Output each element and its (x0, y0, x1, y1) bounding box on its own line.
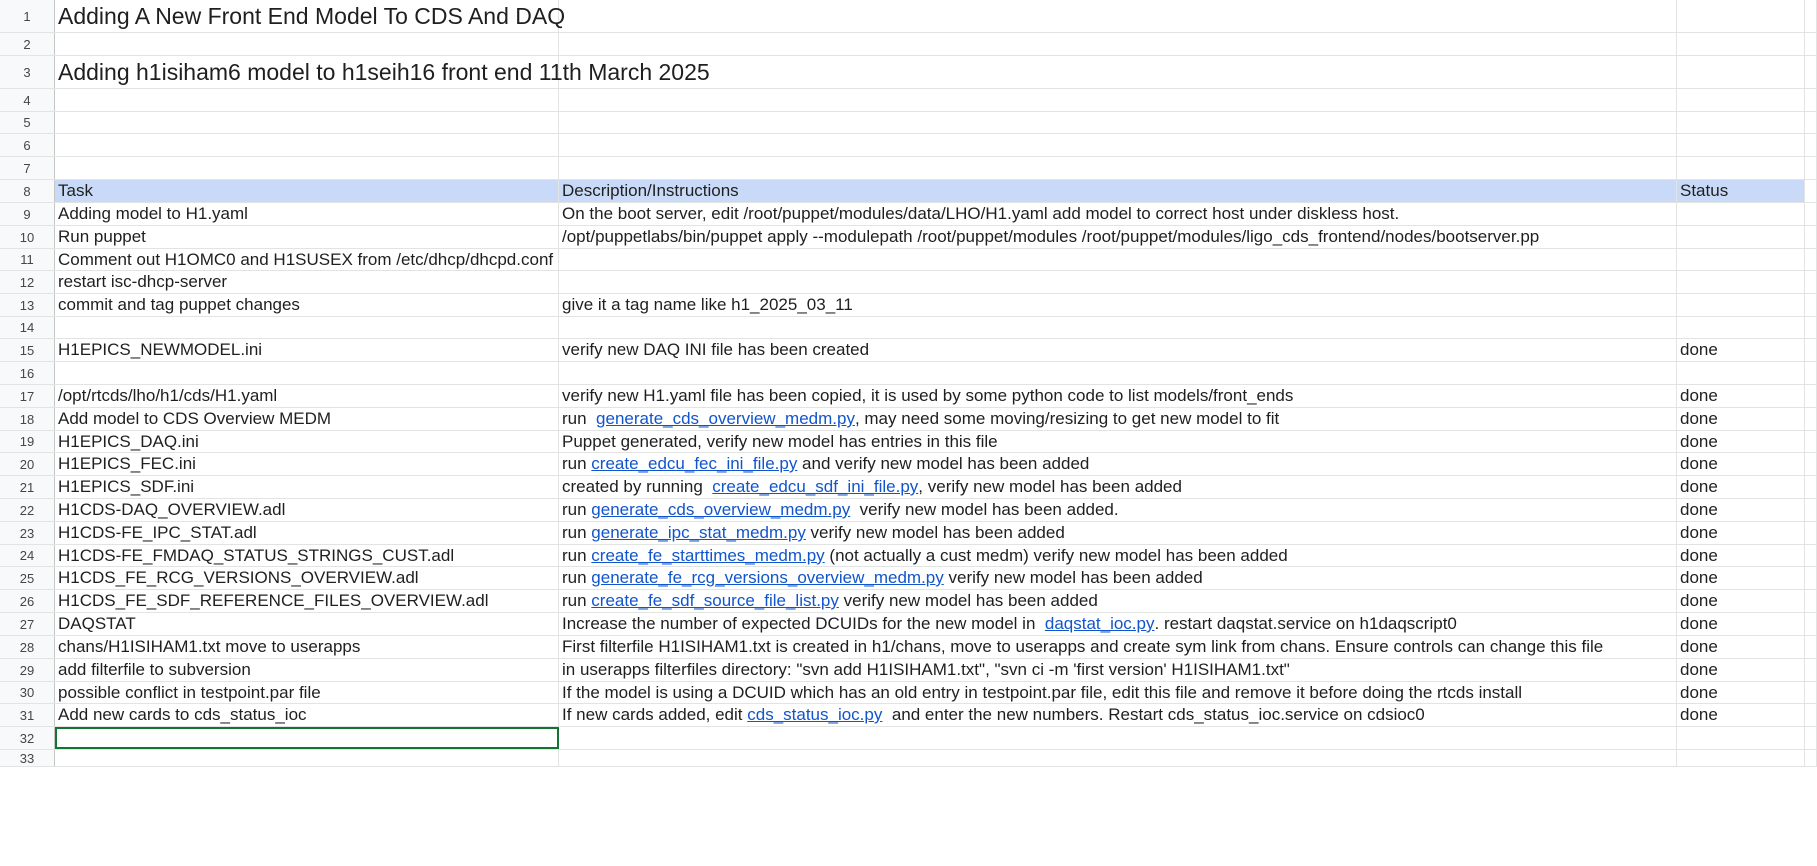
description-text: verify new model has been added (838, 591, 1098, 610)
table-row (0, 704, 1817, 727)
empty-cell[interactable] (1805, 659, 1817, 681)
empty-cell[interactable] (1805, 180, 1817, 202)
description-cell[interactable] (559, 567, 1677, 589)
status-cell[interactable] (1677, 226, 1805, 248)
description-cell[interactable] (559, 317, 1677, 338)
row-header[interactable]: 26 (0, 590, 55, 612)
row-header[interactable]: 33 (0, 750, 55, 766)
empty-cell[interactable] (1805, 567, 1817, 589)
status-cell[interactable]: Status (1677, 180, 1805, 202)
row-header[interactable]: 3 (0, 56, 55, 88)
status-cell[interactable]: done (1677, 339, 1805, 361)
description-cell[interactable] (559, 362, 1677, 384)
description-cell[interactable]: On the boot server, edit /root/puppet/modules/data/LHO/H1.yaml add model to correct host under diskless host. (559, 203, 1677, 225)
row-header[interactable]: 17 (0, 385, 55, 407)
task-cell[interactable]: H1EPICS_DAQ.ini (55, 431, 559, 452)
status-cell[interactable]: done (1677, 476, 1805, 498)
empty-cell[interactable] (1805, 453, 1817, 475)
row-header[interactable]: 12 (0, 271, 55, 293)
script-link[interactable]: generate_ipc_stat_medm.py (591, 523, 806, 542)
script-link[interactable]: daqstat_ioc.py (1044, 614, 1155, 633)
task-cell[interactable]: Add model to CDS Overview MEDM (55, 408, 559, 430)
task-cell[interactable] (55, 362, 559, 384)
empty-cell[interactable] (1805, 499, 1817, 521)
description-cell[interactable] (559, 727, 1677, 749)
table-row (0, 727, 1817, 750)
empty-cell[interactable] (1805, 203, 1817, 225)
row-header[interactable]: 19 (0, 431, 55, 452)
task-cell[interactable] (55, 317, 559, 338)
row-header[interactable]: 4 (0, 89, 55, 111)
status-cell[interactable] (1677, 249, 1805, 270)
description-cell[interactable]: verify new H1.yaml file has been copied, it is used by some python code to list models/front_ends (559, 385, 1677, 407)
description-cell[interactable] (559, 453, 1677, 475)
description-cell[interactable] (559, 408, 1677, 430)
row-header[interactable]: 16 (0, 362, 55, 384)
empty-cell[interactable] (1805, 271, 1817, 293)
row-header[interactable]: 11 (0, 249, 55, 270)
task-cell[interactable]: Add new cards to cds_status_ioc (55, 704, 559, 726)
empty-cell[interactable] (1805, 157, 1817, 179)
status-cell[interactable] (1677, 134, 1805, 156)
row-header[interactable]: 29 (0, 659, 55, 681)
description-cell[interactable]: verify new DAQ INI file has been created (559, 339, 1677, 361)
description-text: run (562, 568, 592, 587)
table-row (0, 431, 1817, 453)
description-cell[interactable] (559, 499, 1677, 521)
empty-cell[interactable] (1805, 408, 1817, 430)
table-row (0, 249, 1817, 271)
description-text: run (562, 500, 592, 519)
task-cell[interactable]: add filterfile to subversion (55, 659, 559, 681)
description-cell[interactable] (559, 157, 1677, 179)
empty-cell[interactable] (1805, 249, 1817, 270)
empty-cell[interactable] (1805, 682, 1817, 703)
empty-cell[interactable] (1805, 134, 1817, 156)
task-cell[interactable]: chans/H1ISIHAM1.txt move to userapps (55, 636, 559, 658)
row-header[interactable]: 9 (0, 203, 55, 225)
status-cell[interactable]: done (1677, 431, 1805, 452)
empty-cell[interactable] (1805, 89, 1817, 111)
row-header[interactable]: 1 (0, 0, 55, 32)
description-cell[interactable] (559, 0, 1677, 32)
row-header[interactable]: 13 (0, 294, 55, 316)
script-link[interactable]: create_fe_sdf_source_file_list.py (591, 591, 839, 610)
table-row (0, 408, 1817, 431)
description-text: run (562, 591, 592, 610)
description-text: verify new model has been added (805, 523, 1065, 542)
row-header[interactable]: 30 (0, 682, 55, 703)
empty-cell[interactable] (1805, 431, 1817, 452)
empty-cell[interactable] (1805, 112, 1817, 133)
description-cell[interactable]: /opt/puppetlabs/bin/puppet apply --modulepath /root/puppet/modules /root/puppet/modules/ligo_cds_frontend/nodes/bootserver.pp (559, 226, 1677, 248)
status-cell[interactable]: done (1677, 704, 1805, 726)
row-header[interactable]: 22 (0, 499, 55, 521)
table-row (0, 453, 1817, 476)
table-row (0, 0, 1817, 33)
row-header[interactable]: 20 (0, 453, 55, 475)
script-link[interactable]: generate_cds_overview_medm.py (596, 409, 855, 428)
task-cell[interactable]: possible conflict in testpoint.par file (55, 682, 559, 703)
table-row (0, 180, 1817, 203)
task-cell[interactable]: /opt/rtcds/lho/h1/cds/H1.yaml (55, 385, 559, 407)
table-row (0, 522, 1817, 545)
task-cell[interactable]: H1CDS_FE_SDF_REFERENCE_FILES_OVERVIEW.adl (55, 590, 559, 612)
status-cell[interactable] (1677, 317, 1805, 338)
task-cell[interactable]: DAQSTAT (55, 613, 559, 635)
row-header[interactable]: 24 (0, 545, 55, 566)
row-header[interactable]: 6 (0, 134, 55, 156)
table-row (0, 567, 1817, 590)
empty-cell[interactable] (1805, 317, 1817, 338)
empty-cell[interactable] (1805, 226, 1817, 248)
empty-cell[interactable] (1805, 476, 1817, 498)
status-cell[interactable]: done (1677, 408, 1805, 430)
description-cell[interactable] (559, 271, 1677, 293)
description-text: created by running (562, 477, 713, 496)
table-row (0, 362, 1817, 385)
table-row (0, 613, 1817, 636)
description-text: run (562, 454, 592, 473)
description-text: run (562, 409, 597, 428)
status-cell[interactable]: done (1677, 567, 1805, 589)
row-header[interactable]: 18 (0, 408, 55, 430)
empty-cell[interactable] (1805, 545, 1817, 566)
status-cell[interactable] (1677, 112, 1805, 133)
description-text: If new cards added, edit (562, 705, 748, 724)
script-link[interactable]: create_fe_starttimes_medm.py (591, 545, 825, 565)
status-cell[interactable] (1677, 56, 1805, 88)
task-cell[interactable] (55, 157, 559, 179)
task-cell[interactable]: Run puppet (55, 226, 559, 248)
empty-cell[interactable] (1805, 590, 1817, 612)
row-header[interactable]: 8 (0, 180, 55, 202)
description-cell[interactable]: Puppet generated, verify new model has entries in this file (559, 431, 1677, 452)
table-row (0, 33, 1817, 56)
description-cell[interactable] (559, 249, 1677, 270)
task-cell[interactable]: Task (55, 180, 559, 202)
empty-cell[interactable] (1805, 750, 1817, 766)
table-row (0, 112, 1817, 134)
table-row (0, 590, 1817, 613)
empty-cell[interactable] (1805, 613, 1817, 635)
description-text: verify new model has been added (943, 568, 1203, 587)
table-row (0, 339, 1817, 362)
description-text: (not actually a cust medm) verify new model has been added (824, 545, 1288, 565)
status-cell[interactable] (1677, 33, 1805, 55)
status-cell[interactable]: done (1677, 659, 1805, 681)
table-row (0, 476, 1817, 499)
description-text: verify new model has been added. (850, 500, 1119, 519)
description-cell[interactable] (559, 545, 1677, 566)
description-cell[interactable] (559, 750, 1677, 766)
empty-cell[interactable] (1805, 636, 1817, 658)
task-cell[interactable]: H1EPICS_SDF.ini (55, 476, 559, 498)
row-header[interactable]: 25 (0, 567, 55, 589)
row-header[interactable]: 7 (0, 157, 55, 179)
description-cell[interactable] (559, 476, 1677, 498)
row-header[interactable]: 5 (0, 112, 55, 133)
description-cell[interactable]: First filterfile H1ISIHAM1.txt is created in h1/chans, move to userapps and create sym link from chans. Ensure controls can change this file (559, 636, 1677, 658)
table-row (0, 545, 1817, 567)
description-text: . restart daqstat.service on h1daqscript0 (1154, 614, 1457, 633)
task-cell[interactable]: H1CDS_FE_RCG_VERSIONS_OVERVIEW.adl (55, 567, 559, 589)
table-row (0, 317, 1817, 339)
table-row (0, 499, 1817, 522)
status-cell[interactable] (1677, 294, 1805, 316)
task-cell[interactable] (55, 112, 559, 133)
empty-cell[interactable] (1805, 385, 1817, 407)
description-text: Increase the number of expected DCUIDs for the new model in (562, 614, 1045, 633)
status-cell[interactable] (1677, 157, 1805, 179)
status-cell[interactable]: done (1677, 613, 1805, 635)
row-header[interactable]: 14 (0, 317, 55, 338)
status-cell[interactable]: done (1677, 453, 1805, 475)
description-text: , may need some moving/resizing to get new model to fit (854, 409, 1280, 428)
table-row (0, 659, 1817, 682)
task-cell[interactable]: H1CDS-DAQ_OVERVIEW.adl (55, 499, 559, 521)
status-cell[interactable] (1677, 271, 1805, 293)
empty-cell[interactable] (1805, 33, 1817, 55)
script-link[interactable]: create_edcu_sdf_ini_file.py (712, 477, 919, 496)
status-cell[interactable]: done (1677, 499, 1805, 521)
script-link[interactable]: cds_status_ioc.py (747, 705, 883, 724)
task-cell[interactable] (55, 89, 559, 111)
task-cell[interactable] (55, 134, 559, 156)
table-row (0, 134, 1817, 157)
empty-cell[interactable] (1805, 339, 1817, 361)
table-row (0, 56, 1817, 89)
task-cell[interactable]: H1CDS-FE_IPC_STAT.adl (55, 522, 559, 544)
table-row (0, 636, 1817, 659)
row-header[interactable]: 15 (0, 339, 55, 361)
description-cell[interactable] (559, 590, 1677, 612)
status-cell[interactable] (1677, 362, 1805, 384)
description-cell[interactable] (559, 134, 1677, 156)
status-cell[interactable] (1677, 750, 1805, 766)
status-cell[interactable] (1677, 0, 1805, 32)
description-cell[interactable]: Description/Instructions (559, 180, 1677, 202)
description-text: run (562, 545, 592, 565)
description-cell[interactable]: in userapps filterfiles directory: "svn add H1ISIHAM1.txt", "svn ci -m 'first version' H1ISIHAM1.txt" (559, 659, 1677, 681)
task-cell[interactable]: commit and tag puppet changes (55, 294, 559, 316)
empty-cell[interactable] (1805, 362, 1817, 384)
status-cell[interactable]: done (1677, 636, 1805, 658)
description-text: , verify new model has been added (918, 477, 1182, 496)
script-link[interactable]: create_edcu_fec_ini_file.py (591, 454, 798, 473)
row-header[interactable]: 10 (0, 226, 55, 248)
table-row (0, 294, 1817, 317)
status-cell[interactable] (1677, 727, 1805, 749)
task-cell[interactable] (55, 727, 559, 749)
status-cell[interactable]: done (1677, 522, 1805, 544)
table-row (0, 226, 1817, 249)
task-cell[interactable]: Adding h1isiham6 model to h1seih16 front end 11th March 2025 (55, 56, 559, 88)
row-header[interactable]: 2 (0, 33, 55, 55)
status-cell[interactable]: done (1677, 682, 1805, 703)
script-link[interactable]: generate_cds_overview_medm.py (591, 500, 851, 519)
table-row (0, 271, 1817, 294)
table-row (0, 750, 1817, 767)
description-cell[interactable] (559, 112, 1677, 133)
status-cell[interactable]: done (1677, 545, 1805, 566)
task-cell[interactable]: Adding A New Front End Model To CDS And DAQ (55, 0, 559, 32)
row-header[interactable]: 23 (0, 522, 55, 544)
row-header[interactable]: 32 (0, 727, 55, 749)
description-text: and enter the new numbers. Restart cds_status_ioc.service on cdsioc0 (882, 705, 1425, 724)
table-row (0, 385, 1817, 408)
description-text: run (562, 523, 592, 542)
empty-cell[interactable] (1805, 727, 1817, 749)
status-cell[interactable] (1677, 203, 1805, 225)
task-cell[interactable]: H1CDS-FE_FMDAQ_STATUS_STRINGS_CUST.adl (55, 545, 559, 566)
empty-cell[interactable] (1805, 522, 1817, 544)
table-row (0, 157, 1817, 180)
empty-cell[interactable] (1805, 56, 1817, 88)
row-header[interactable]: 31 (0, 704, 55, 726)
row-header[interactable]: 27 (0, 613, 55, 635)
table-row (0, 89, 1817, 112)
description-cell[interactable] (559, 613, 1677, 635)
task-cell[interactable]: Adding model to H1.yaml (55, 203, 559, 225)
empty-cell[interactable] (1805, 294, 1817, 316)
table-row (0, 203, 1817, 226)
script-link[interactable]: generate_fe_rcg_versions_overview_medm.py (591, 568, 944, 587)
description-cell[interactable] (559, 522, 1677, 544)
task-cell[interactable]: H1EPICS_FEC.ini (55, 453, 559, 475)
empty-cell[interactable] (1805, 0, 1817, 32)
description-cell[interactable]: If the model is using a DCUID which has an old entry in testpoint.par file, edit this file and remove it before doing the rtcds install (559, 682, 1677, 703)
row-header[interactable]: 28 (0, 636, 55, 658)
status-cell[interactable]: done (1677, 385, 1805, 407)
task-cell[interactable]: Comment out H1OMC0 and H1SUSEX from /etc/dhcp/dhcpd.conf (55, 249, 559, 270)
row-header[interactable]: 21 (0, 476, 55, 498)
description-text: and verify new model has been added (797, 454, 1090, 473)
status-cell[interactable]: done (1677, 590, 1805, 612)
description-cell[interactable]: give it a tag name like h1_2025_03_11 (559, 294, 1677, 316)
task-cell[interactable]: H1EPICS_NEWMODEL.ini (55, 339, 559, 361)
empty-cell[interactable] (1805, 704, 1817, 726)
task-cell[interactable]: restart isc-dhcp-server (55, 271, 559, 293)
description-cell[interactable] (559, 89, 1677, 111)
description-cell[interactable] (559, 704, 1677, 726)
task-cell[interactable] (55, 33, 559, 55)
status-cell[interactable] (1677, 89, 1805, 111)
description-cell[interactable] (559, 33, 1677, 55)
table-row (0, 682, 1817, 704)
task-cell[interactable] (55, 750, 559, 766)
description-cell[interactable] (559, 56, 1677, 88)
